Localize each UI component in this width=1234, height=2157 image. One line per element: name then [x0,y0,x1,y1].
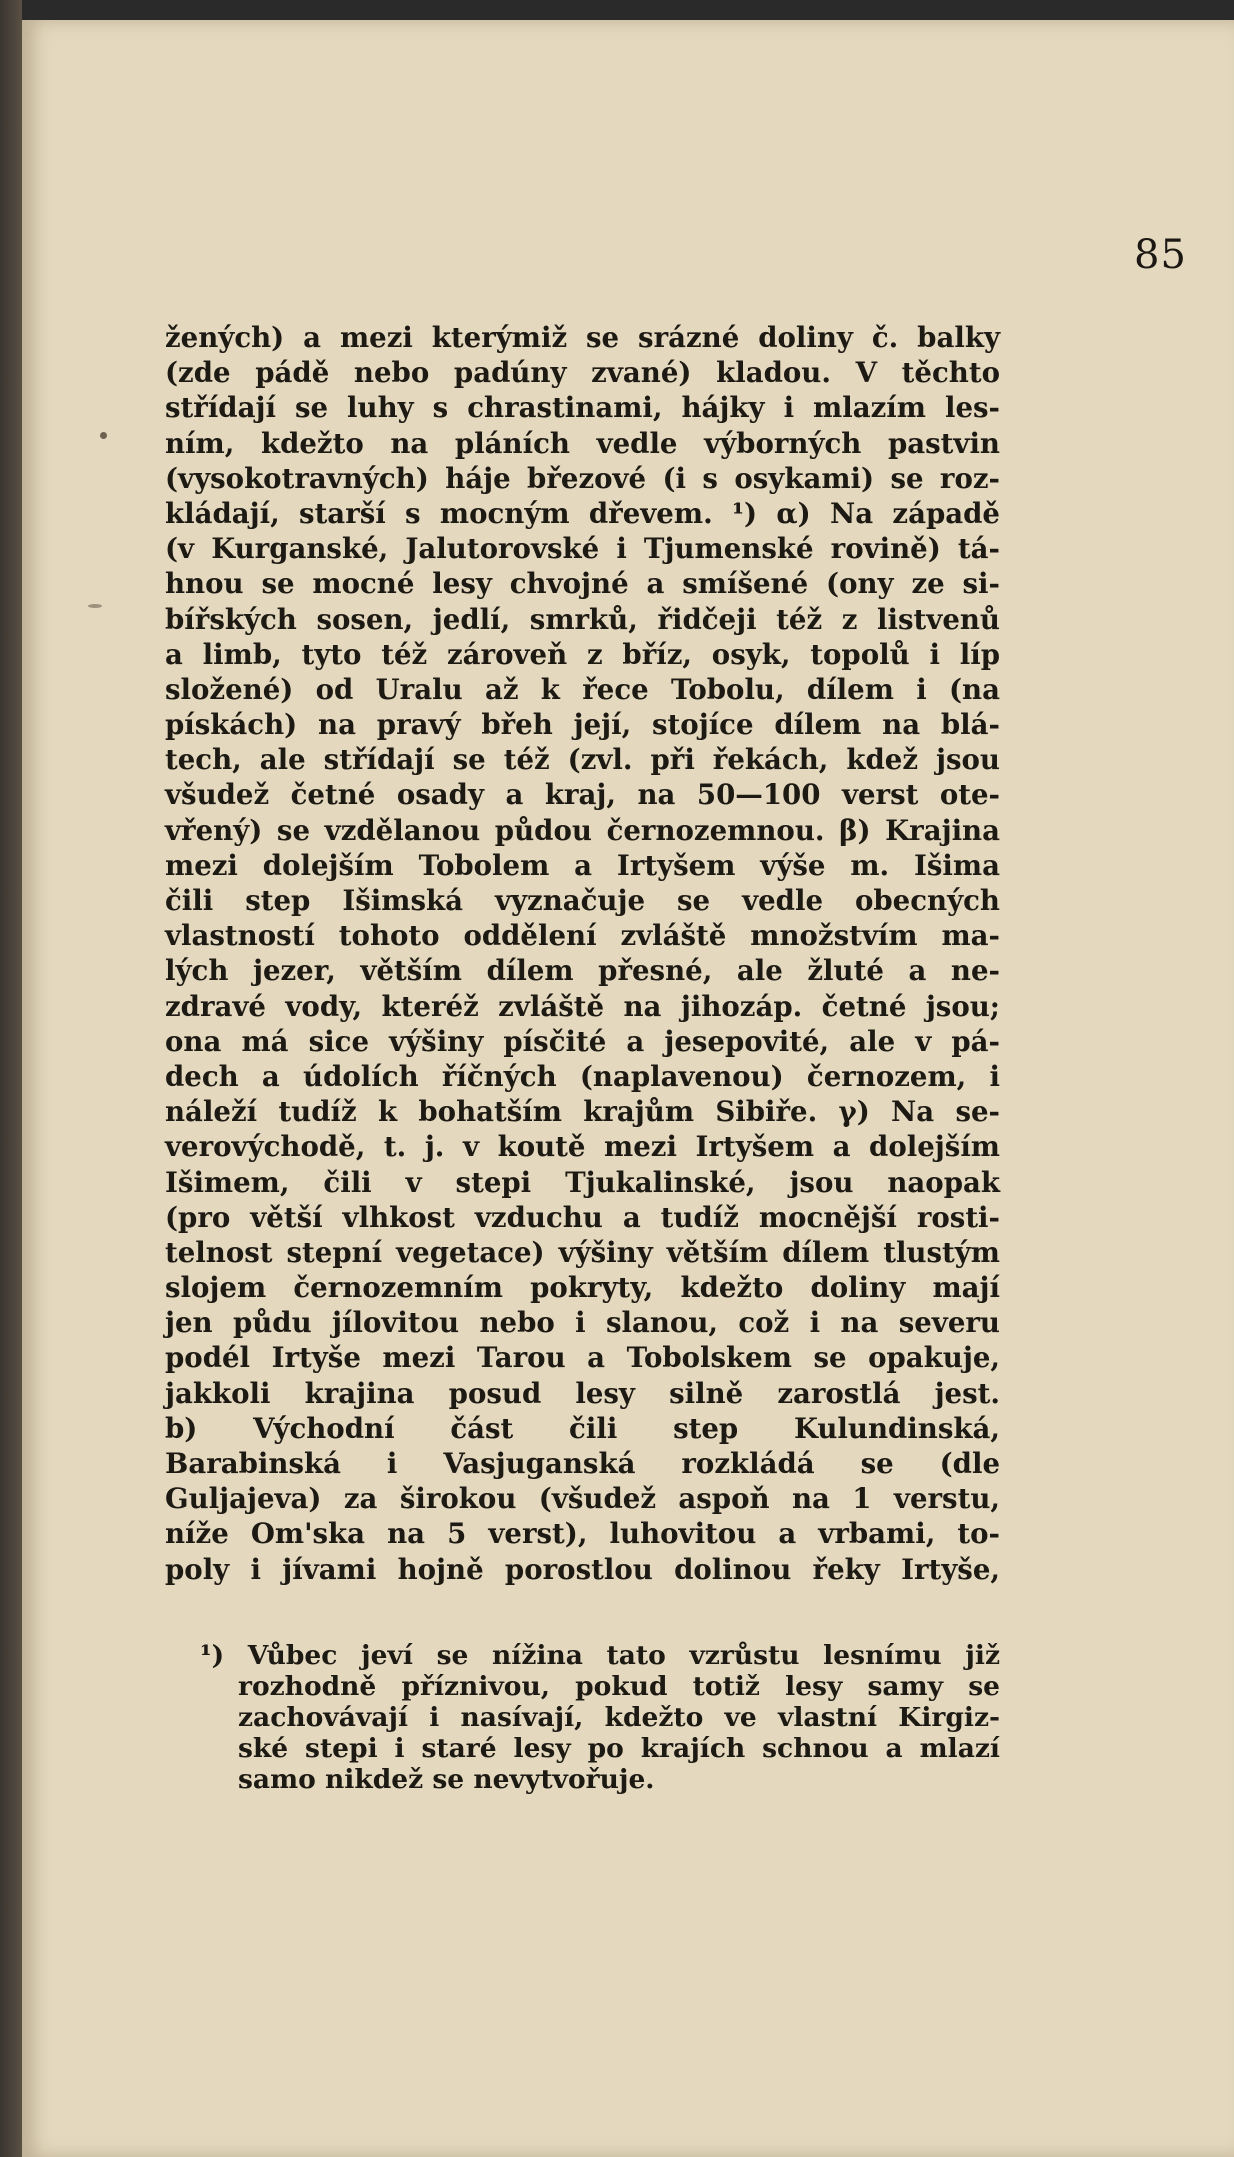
text-line: pískách) na pravý břeh její, stojíce dílem na blá- [165,708,1000,742]
footnote-line: ské stepi i staré lesy po krajích schnou a mlazí [238,1733,1000,1764]
text-line: Barabinská i Vasjuganská rozkládá se (dle [165,1447,1000,1480]
text-line: (zde pádě nebo padúny zvané) kladou. V těchto [165,356,1000,390]
text-line: níže Om'ska na 5 verst), luhovitou a vrbami, to- [165,1517,1000,1551]
paper-speck [88,604,102,608]
text-line: slojem černozemním pokryty, kdežto doliny mají [165,1271,1000,1305]
text-line: ona má sice výšiny písčité a jesepovité, ale v pá- [165,1024,1000,1058]
text-line: (pro větší vlhkost vzduchu a tudíž mocnější rosti- [165,1200,1000,1234]
text-line: zdravé vody, kteréž zvláště na jihozáp. četné jsou; [165,989,1000,1023]
footnote-line: zachovávají i nasívají, kdežto ve vlastní Kirgiz- [238,1702,1000,1733]
footnote-line: samo nikdež se nevytvořuje. [238,1764,655,1795]
text-line: hnou se mocné lesy chvojné a smíšené (ony ze si- [165,567,1000,601]
paper-speck [100,432,107,439]
text-line: vřený) se vzdělanou půdou černozemnou. β) Krajina [165,813,1000,847]
footnote-block [200,1640,1000,1795]
footnote-line: ¹) Vůbec jeví se nížina tato vzrůstu lesnímu již [200,1640,1000,1671]
text-line: lých jezer, větším dílem přesné, ale žluté a ne- [165,954,1000,988]
text-line: bířských sosen, jedlí, smrků, řidčeji též z listvenů [165,602,1000,636]
text-line: verovýchodě, t. j. v koutě mezi Irtyšem a dolejším [165,1130,1000,1164]
text-line: Išimem, čili v stepi Tjukalinské, jsou naopak [165,1165,1000,1199]
text-line: žených) a mezi kterýmiž se srázné doliny č. balky [165,321,1000,354]
text-line: b) Východní část čili step Kulundinská, [165,1411,1000,1445]
text-line: vlastností tohoto oddělení zvláště množstvím ma- [165,919,1000,953]
text-line: Guljajeva) za širokou (všudež aspoň na 1 verstu, [165,1482,1000,1516]
footnote-line: rozhodně příznivou, pokud totiž lesy samy se [238,1671,1000,1702]
text-line: telnost stepní vegetace) výšiny větším dílem tlustým [165,1235,1000,1269]
text-line: ním, kdežto na pláních vedle výborných pastvin [165,426,1000,460]
text-line: složené) od Uralu až k řece Tobolu, dílem i (na [165,672,1000,706]
text-line: střídají se luhy s chrastinami, hájky i mlazím les- [165,391,1000,425]
text-line: a limb, tyto též zároveň z bříz, osyk, topolů i líp [165,637,1000,671]
text-line: poly i jívami hojně porostlou dolinou řeky Irtyše, [165,1552,1000,1586]
text-line: kládají, starší s mocným dřevem. ¹) α) Na západě [165,496,1000,530]
text-line: jakkoli krajina posud lesy silně zarostlá jest. [165,1376,1000,1410]
main-text-block [165,320,1000,1587]
text-line: (v Kurganské, Jalutorovské i Tjumenské rovině) tá- [165,532,1000,566]
page-number: 85 [1134,232,1187,278]
text-line: podél Irtyše mezi Tarou a Tobolskem se opakuje, [165,1341,1000,1375]
book-spine-edge [0,0,22,2157]
text-line: tech, ale střídají se též (zvl. při řekách, kdež jsou [165,743,1000,777]
text-line: mezi dolejším Tobolem a Irtyšem výše m. Išima [165,848,1000,882]
text-line: všudež četné osady a kraj, na 50—100 verst ote- [165,778,1000,812]
text-line: dech a údolích říčných (naplavenou) černozem, i [165,1059,1000,1093]
text-line: (vysokotravných) háje březové (i s osykami) se roz- [165,461,1000,495]
text-line: jen půdu jílovitou nebo i slanou, což i na severu [165,1306,1000,1340]
text-line: čili step Išimská vyznačuje se vedle obecných [165,884,1000,917]
text-line: náleží tudíž k bohatším krajům Sibiře. γ) Na se- [165,1095,1000,1129]
